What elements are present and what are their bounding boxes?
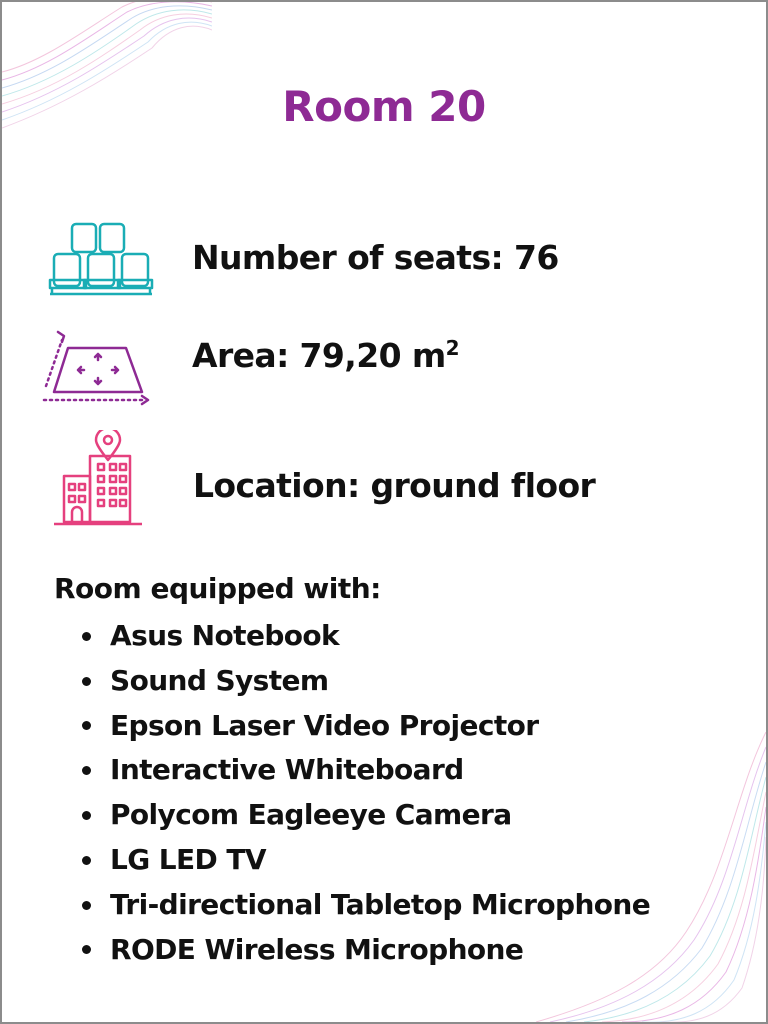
location-row	[42, 430, 742, 530]
room-title: Room 20	[282, 82, 486, 131]
equipment-item: RODE Wireless Microphone	[82, 928, 650, 973]
bullet-icon	[82, 811, 91, 820]
equipment-item: LG LED TV	[82, 838, 650, 883]
seats-count: Number of seats: 76	[192, 238, 559, 277]
bullet-icon	[82, 632, 91, 641]
area-value: Area: 79,20 $m^2$	[192, 336, 459, 375]
bullet-icon	[82, 721, 91, 730]
building-location-icon	[52, 430, 144, 530]
seats-row	[42, 212, 742, 312]
equipment-item: Sound System	[82, 659, 650, 704]
equipment-heading: Room equipped with:	[54, 572, 381, 605]
floor-area-icon	[38, 326, 154, 406]
equipment-item: Polycom Eagleeye Camera	[82, 793, 650, 838]
equipment-list	[82, 614, 650, 972]
bullet-icon	[82, 901, 91, 910]
bullet-icon	[82, 766, 91, 775]
location-value: Location: ground floor	[193, 466, 596, 505]
bullet-icon	[82, 677, 91, 686]
area-row	[42, 318, 742, 418]
equipment-item: Asus Notebook	[82, 614, 650, 659]
equipment-item: Tri-directional Tabletop Microphone	[82, 883, 650, 928]
theater-seats-icon	[48, 220, 154, 298]
bullet-icon	[82, 945, 91, 954]
equipment-item: Epson Laser Video Projector	[82, 704, 650, 749]
area-unit-exponent: 2	[445, 336, 459, 360]
equipment-item: Interactive Whiteboard	[82, 748, 650, 793]
bullet-icon	[82, 856, 91, 865]
